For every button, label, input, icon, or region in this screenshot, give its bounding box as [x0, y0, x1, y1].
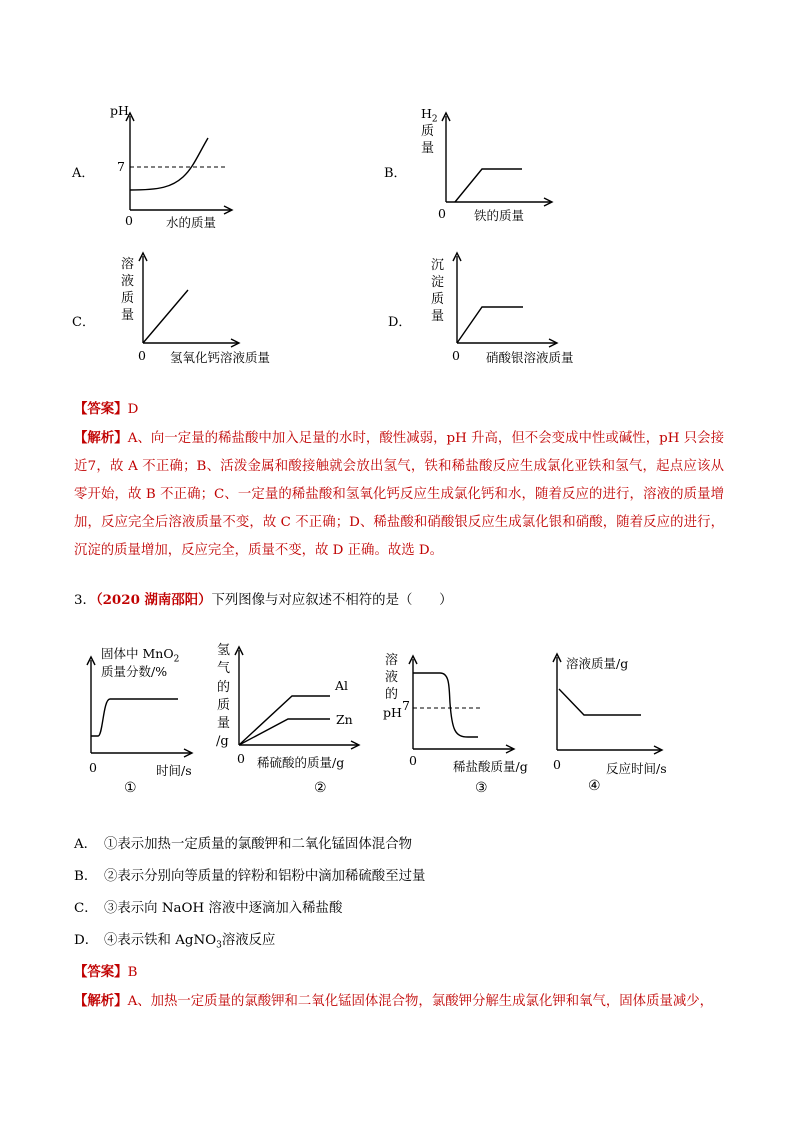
option-letter: D． — [388, 315, 412, 330]
answer-line — [74, 961, 137, 980]
y-axis-label-char: 液 — [121, 274, 135, 289]
option-text-subscript: 3 — [216, 940, 222, 951]
option-letter: A． — [74, 837, 98, 852]
question-source: （2020 湖南邵阳） — [95, 592, 212, 608]
y-axis-label-char: 质 — [421, 124, 435, 139]
option-text: ②表示分别向等质量的锌粉和铝粉中滴加稀硫酸至过量 — [104, 869, 426, 884]
y-axis-label-char: 质 — [431, 292, 445, 307]
y-axis-label-char: 量 — [421, 141, 435, 156]
option-letter: C． — [74, 901, 98, 916]
origin-label: 0 — [438, 206, 446, 221]
answer-tag: 【答案】 — [74, 401, 128, 417]
option-b[interactable] — [74, 865, 425, 884]
analysis-tag: 【解析】 — [74, 993, 128, 1009]
h-subscript: 2 — [431, 114, 438, 125]
x-axis-label: 硝酸银溶液质量 — [486, 350, 574, 365]
option-letter: D． — [74, 933, 99, 948]
y-label-text: 固体中 MnO — [101, 646, 174, 661]
option-letter: B． — [384, 166, 407, 181]
answer-value: D — [127, 402, 139, 417]
option-text: ③表示向 NaOH 溶液中逐滴加入稀盐酸 — [104, 901, 343, 916]
graph-number: ① — [124, 780, 137, 796]
y-axis-label-char: 气 — [217, 661, 231, 676]
y-axis-label-char: 淀 — [431, 275, 445, 290]
option-letter: C． — [72, 315, 95, 330]
x-axis-label: 稀盐酸质量/g — [453, 759, 528, 774]
option-letter: A． — [72, 166, 95, 181]
y-axis-label-char: /g — [216, 734, 229, 749]
y-axis-label: 溶液质量/g — [566, 656, 629, 671]
origin-label: 0 — [409, 753, 417, 768]
origin-label: 0 — [89, 760, 97, 775]
option-d[interactable] — [74, 929, 275, 951]
y-axis-label-char: 溶 — [121, 257, 135, 272]
x-axis-label: 反应时间/s — [606, 761, 667, 776]
y-axis-label-line2: 质量分数/% — [101, 664, 168, 679]
option-text-post: 溶液反应 — [221, 933, 276, 948]
origin-label: 0 — [452, 348, 460, 363]
option-text: ④表示铁和 AgNO — [104, 933, 217, 948]
y-axis-label-char: 质 — [217, 698, 231, 713]
x-axis-label: 稀硫酸的质量/g — [257, 755, 345, 770]
graph-number: ③ — [475, 780, 488, 796]
analysis-tag: 【解析】 — [74, 430, 128, 446]
option-text: ①表示加热一定质量的氯酸钾和二氧化锰固体混合物 — [104, 837, 412, 852]
graph-number: ④ — [588, 778, 601, 794]
series-label-al: Al — [335, 678, 349, 693]
y-axis-label-char: 的 — [217, 680, 231, 695]
seven-tick-label: 7 — [117, 159, 125, 174]
h-symbol: H — [421, 106, 432, 121]
seven-tick-label: 7 — [402, 698, 410, 713]
origin-label: 0 — [553, 757, 561, 772]
y-axis-label-char: 量 — [217, 716, 231, 731]
y-label-subscript: 2 — [173, 654, 180, 665]
option-c[interactable] — [74, 897, 342, 916]
question-text: 下列图像与对应叙述不相符的是（ ） — [211, 593, 453, 608]
y-axis-label-char: 溶 — [385, 653, 399, 668]
y-axis-label-char: 液 — [385, 670, 399, 685]
origin-label: 0 — [237, 751, 245, 766]
origin-label: 0 — [138, 348, 146, 363]
solution-mass-line — [559, 689, 641, 715]
y-axis-label-char: 氢 — [217, 643, 231, 658]
y-axis-label: pH — [110, 103, 129, 118]
y-axis-label-char: 质 — [121, 291, 135, 306]
answer-value: B — [127, 965, 138, 980]
x-axis-label: 时间/s — [156, 763, 192, 778]
y-axis-label-char: 的 — [385, 687, 399, 702]
y-axis-label-char: 沉 — [431, 258, 445, 273]
analysis-text: A、加热一定质量的氯酸钾和二氧化锰固体混合物，氯酸钾分解生成氯化钾和氧气，固体质量减少， — [127, 994, 714, 1009]
option-letter: B． — [74, 869, 98, 884]
y-axis-label-char: 量 — [121, 308, 135, 323]
question-number: 3． — [74, 593, 96, 608]
x-axis-label: 铁的质量 — [474, 208, 525, 223]
series-label-zn: Zn — [336, 712, 353, 727]
analysis-paragraph — [74, 987, 724, 1016]
x-axis-label: 氢氧化钙溶液质量 — [170, 350, 271, 365]
option-a[interactable] — [74, 833, 412, 852]
origin-label: 0 — [125, 213, 133, 228]
x-axis-label: 水的质量 — [166, 215, 217, 230]
y-axis-label-char: 量 — [431, 309, 445, 324]
y-axis-label-ph: pH — [383, 705, 402, 720]
analysis-text: A、向一定量的稀盐酸中加入足量的水时，酸性减弱，pH 升高，但不会变成中性或碱性，pH 只会接近7，故 A 不正确；B、活泼金属和酸接触就会放出氢气，铁和稀盐酸反应生成氯化亚铁和氢气，起点应该从零开始，故 B 不正确；C、一定量的稀盐酸和氢氧化钙反应生成氯化钙和水，随着反应的进行，溶液的质量增加，反应完全后溶液质量不变，故 C 不正确；D、稀盐酸和硝酸银反应生成氯化银和硝酸，随着反应的进行，沉淀的质量增加，反应完全，质量不变，故 D 正确。故选 D。 — [74, 431, 724, 558]
answer-tag: 【答案】 — [74, 964, 128, 980]
graph-number: ② — [314, 780, 327, 796]
